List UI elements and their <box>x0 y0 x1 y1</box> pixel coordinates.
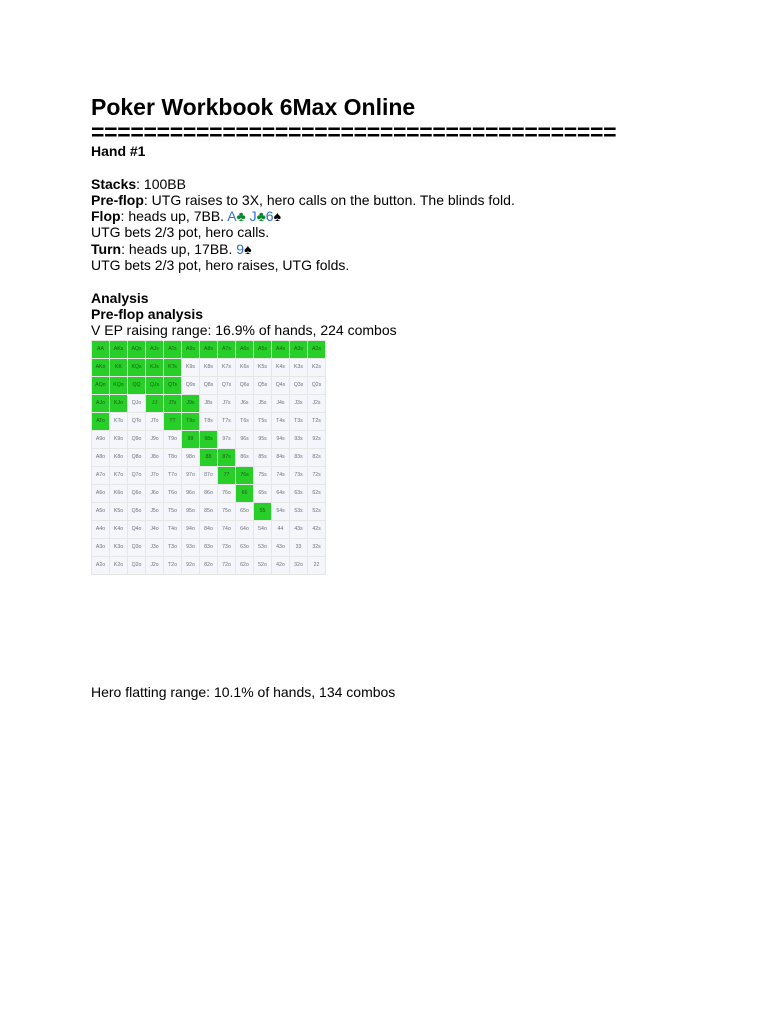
range-cell-94s: 94s <box>272 430 290 448</box>
club-suit-icon: ♣ <box>236 208 246 225</box>
range-cell-Q2s: Q2s <box>308 376 326 394</box>
range-cell-86s: 86s <box>236 448 254 466</box>
range-cell-K3o: K3o <box>110 538 128 556</box>
range-grid-row <box>92 448 326 466</box>
preflop-line <box>91 192 691 208</box>
range-cell-95o: 95o <box>182 502 200 520</box>
range-cell-87s: 87s <box>218 448 236 466</box>
range-cell-AQs: AQs <box>128 340 146 358</box>
range-cell-Q8s: Q8s <box>200 376 218 394</box>
range-cell-42o: 42o <box>272 556 290 574</box>
range-cell-KQs: KQs <box>128 358 146 376</box>
range-cell-J8s: J8s <box>200 394 218 412</box>
turn-value: : heads up, 17BB. <box>121 240 237 257</box>
range-cell-85s: 85s <box>254 448 272 466</box>
range-cell-J7s: J7s <box>218 394 236 412</box>
range-cell-JTo: JTo <box>146 412 164 430</box>
range-cell-A6o: A6o <box>92 484 110 502</box>
range-cell-77: 77 <box>218 466 236 484</box>
turn-action: UTG bets 2/3 pot, hero raises, UTG folds. <box>91 257 350 274</box>
range-cell-74o: 74o <box>218 520 236 538</box>
range-cell-AJo: AJo <box>92 394 110 412</box>
turn-line <box>91 241 691 257</box>
range-cell-T3o: T3o <box>164 538 182 556</box>
range-cell-94o: 94o <box>182 520 200 538</box>
range-cell-97o: 97o <box>182 466 200 484</box>
range-cell-Q4o: Q4o <box>128 520 146 538</box>
range-cell-T5s: T5s <box>254 412 272 430</box>
range-cell-KK: KK <box>110 358 128 376</box>
range-cell-K7s: K7s <box>218 358 236 376</box>
range-cell-K5o: K5o <box>110 502 128 520</box>
villain-range-grid <box>91 340 326 575</box>
range-cell-96s: 96s <box>236 430 254 448</box>
range-cell-J8o: J8o <box>146 448 164 466</box>
range-cell-83s: 83s <box>290 448 308 466</box>
range-cell-T5o: T5o <box>164 502 182 520</box>
range-cell-98s: 98s <box>200 430 218 448</box>
club-suit-icon: ♣ <box>256 208 266 225</box>
range-cell-64o: 64o <box>236 520 254 538</box>
range-cell-92s: 92s <box>308 430 326 448</box>
range-cell-99: 99 <box>182 430 200 448</box>
range-cell-J6o: J6o <box>146 484 164 502</box>
range-cell-86o: 86o <box>200 484 218 502</box>
range-cell-K2s: K2s <box>308 358 326 376</box>
range-cell-22: 22 <box>308 556 326 574</box>
range-cell-97s: 97s <box>218 430 236 448</box>
range-cell-Q5o: Q5o <box>128 502 146 520</box>
preflop-analysis-heading: Pre-flop analysis <box>91 305 204 322</box>
range-cell-63o: 63o <box>236 538 254 556</box>
range-cell-A9s: A9s <box>182 340 200 358</box>
range-grid-row <box>92 502 326 520</box>
range-cell-T2o: T2o <box>164 556 182 574</box>
range-cell-JTs: JTs <box>164 394 182 412</box>
range-cell-87o: 87o <box>200 466 218 484</box>
spade-suit-icon: ♠ <box>244 240 252 257</box>
range-cell-K2o: K2o <box>110 556 128 574</box>
range-cell-65o: 65o <box>236 502 254 520</box>
range-cell-A2s: A2s <box>308 340 326 358</box>
range-cell-76o: 76o <box>218 484 236 502</box>
range-cell-65s: 65s <box>254 484 272 502</box>
range-grid-row <box>92 394 326 412</box>
range-cell-AQo: AQo <box>92 376 110 394</box>
page-title: Poker Workbook 6Max Online <box>91 94 416 120</box>
spacer <box>91 159 691 175</box>
range-cell-ATo: ATo <box>92 412 110 430</box>
range-cell-44: 44 <box>272 520 290 538</box>
range-cell-43o: 43o <box>272 538 290 556</box>
range-grid-row <box>92 538 326 556</box>
range-cell-85o: 85o <box>200 502 218 520</box>
range-cell-J7o: J7o <box>146 466 164 484</box>
range-cell-53o: 53o <box>254 538 272 556</box>
range-cell-Q4s: Q4s <box>272 376 290 394</box>
range-cell-A7s: A7s <box>218 340 236 358</box>
range-cell-K9o: K9o <box>110 430 128 448</box>
range-cell-54s: 54s <box>272 502 290 520</box>
range-cell-T4o: T4o <box>164 520 182 538</box>
range-cell-72o: 72o <box>218 556 236 574</box>
range-cell-J4o: J4o <box>146 520 164 538</box>
range-grid-row <box>92 340 326 358</box>
range-cell-52o: 52o <box>254 556 272 574</box>
range-cell-K5s: K5s <box>254 358 272 376</box>
range-cell-T4s: T4s <box>272 412 290 430</box>
villain-range-text: V EP raising range: 16.9% of hands, 224 combos <box>91 322 397 339</box>
range-cell-T6s: T6s <box>236 412 254 430</box>
range-cell-T8o: T8o <box>164 448 182 466</box>
range-cell-A6s: A6s <box>236 340 254 358</box>
range-cell-84o: 84o <box>200 520 218 538</box>
turn-label: Turn <box>91 240 122 257</box>
range-cell-AJs: AJs <box>146 340 164 358</box>
analysis-heading: Analysis <box>91 289 149 306</box>
flop-value: : heads up, 7BB. <box>120 208 228 225</box>
range-cell-32s: 32s <box>308 538 326 556</box>
range-cell-A8s: A8s <box>200 340 218 358</box>
range-cell-QQ: QQ <box>128 376 146 394</box>
range-cell-Q5s: Q5s <box>254 376 272 394</box>
workbook-page <box>91 93 691 575</box>
range-cell-K8s: K8s <box>200 358 218 376</box>
range-cell-63s: 63s <box>290 484 308 502</box>
range-cell-J4s: J4s <box>272 394 290 412</box>
turn-card-rank: 9 <box>236 240 245 257</box>
range-cell-53s: 53s <box>290 502 308 520</box>
preflop-value: : UTG raises to 3X, hero calls on the button. The blinds fold. <box>143 191 515 208</box>
range-cell-T3s: T3s <box>290 412 308 430</box>
range-cell-73o: 73o <box>218 538 236 556</box>
range-cell-75o: 75o <box>218 502 236 520</box>
range-cell-76s: 76s <box>236 466 254 484</box>
range-cell-82o: 82o <box>200 556 218 574</box>
range-cell-62o: 62o <box>236 556 254 574</box>
range-cell-K9s: K9s <box>182 358 200 376</box>
range-cell-AKo: AKo <box>92 358 110 376</box>
range-cell-A3s: A3s <box>290 340 308 358</box>
range-cell-84s: 84s <box>272 448 290 466</box>
range-cell-55: 55 <box>254 502 272 520</box>
range-cell-J9o: J9o <box>146 430 164 448</box>
spade-suit-icon: ♠ <box>273 208 282 225</box>
range-cell-K4s: K4s <box>272 358 290 376</box>
range-cell-Q7o: Q7o <box>128 466 146 484</box>
range-cell-A4s: A4s <box>272 340 290 358</box>
stacks-value: : 100BB <box>136 175 186 192</box>
range-cell-QJo: QJo <box>128 394 146 412</box>
flop-card-rank: J <box>249 208 257 225</box>
range-cell-32o: 32o <box>290 556 308 574</box>
range-cell-TT: TT <box>164 412 182 430</box>
hero-range-text: Hero flatting range: 10.1% of hands, 134 combos <box>91 684 396 700</box>
range-cell-ATs: ATs <box>164 340 182 358</box>
range-cell-54o: 54o <box>254 520 272 538</box>
range-cell-AA: AA <box>92 340 110 358</box>
range-grid-row <box>92 430 326 448</box>
spacer <box>91 273 691 289</box>
range-cell-T7s: T7s <box>218 412 236 430</box>
range-cell-A5s: A5s <box>254 340 272 358</box>
flop-card-rank: 6 <box>265 208 274 225</box>
range-cell-Q7s: Q7s <box>218 376 236 394</box>
range-cell-95s: 95s <box>254 430 272 448</box>
range-cell-93o: 93o <box>182 538 200 556</box>
flop-action: UTG bets 2/3 pot, hero calls. <box>91 224 270 241</box>
range-cell-66: 66 <box>236 484 254 502</box>
range-cell-62s: 62s <box>308 484 326 502</box>
range-cell-JJ: JJ <box>146 394 164 412</box>
range-cell-AKs: AKs <box>110 340 128 358</box>
range-grid-row <box>92 520 326 538</box>
range-cell-Q2o: Q2o <box>128 556 146 574</box>
range-cell-QJs: QJs <box>146 376 164 394</box>
range-cell-KTo: KTo <box>110 412 128 430</box>
range-cell-Q6s: Q6s <box>236 376 254 394</box>
stacks-line <box>91 176 691 192</box>
range-cell-A7o: A7o <box>92 466 110 484</box>
range-cell-75s: 75s <box>254 466 272 484</box>
range-grid-row <box>92 358 326 376</box>
range-cell-T7o: T7o <box>164 466 182 484</box>
range-cell-Q8o: Q8o <box>128 448 146 466</box>
range-cell-J5o: J5o <box>146 502 164 520</box>
range-cell-Q9s: Q9s <box>182 376 200 394</box>
range-cell-52s: 52s <box>308 502 326 520</box>
range-cell-KJo: KJo <box>110 394 128 412</box>
preflop-label: Pre-flop <box>91 191 144 208</box>
range-cell-43s: 43s <box>290 520 308 538</box>
range-cell-A8o: A8o <box>92 448 110 466</box>
range-cell-64s: 64s <box>272 484 290 502</box>
range-cell-J3s: J3s <box>290 394 308 412</box>
range-cell-KJs: KJs <box>146 358 164 376</box>
range-cell-88: 88 <box>200 448 218 466</box>
range-cell-A5o: A5o <box>92 502 110 520</box>
range-cell-QTs: QTs <box>164 376 182 394</box>
range-cell-T9s: T9s <box>182 412 200 430</box>
range-cell-A3o: A3o <box>92 538 110 556</box>
range-cell-J5s: J5s <box>254 394 272 412</box>
range-grid-row <box>92 484 326 502</box>
range-cell-J3o: J3o <box>146 538 164 556</box>
range-cell-J9s: J9s <box>182 394 200 412</box>
flop-label: Flop <box>91 208 121 225</box>
flop-card-rank: A <box>227 208 237 225</box>
range-cell-T2s: T2s <box>308 412 326 430</box>
range-cell-K4o: K4o <box>110 520 128 538</box>
range-grid-row <box>92 556 326 574</box>
range-cell-73s: 73s <box>290 466 308 484</box>
range-cell-42s: 42s <box>308 520 326 538</box>
range-cell-T9o: T9o <box>164 430 182 448</box>
range-cell-KTs: KTs <box>164 358 182 376</box>
range-cell-KQo: KQo <box>110 376 128 394</box>
range-cell-82s: 82s <box>308 448 326 466</box>
range-cell-QTo: QTo <box>128 412 146 430</box>
range-cell-96o: 96o <box>182 484 200 502</box>
range-cell-93s: 93s <box>290 430 308 448</box>
range-grid-row <box>92 376 326 394</box>
range-cell-Q3o: Q3o <box>128 538 146 556</box>
title-divider: ======================================== <box>91 121 617 143</box>
range-cell-A9o: A9o <box>92 430 110 448</box>
range-cell-72s: 72s <box>308 466 326 484</box>
range-cell-K7o: K7o <box>110 466 128 484</box>
flop-line <box>91 208 691 224</box>
range-cell-92o: 92o <box>182 556 200 574</box>
range-cell-74s: 74s <box>272 466 290 484</box>
range-cell-J2s: J2s <box>308 394 326 412</box>
hand-number: Hand #1 <box>91 143 146 159</box>
range-cell-J6s: J6s <box>236 394 254 412</box>
flop-cards <box>227 208 281 224</box>
range-grid-row <box>92 466 326 484</box>
range-cell-A2o: A2o <box>92 556 110 574</box>
range-cell-33: 33 <box>290 538 308 556</box>
range-cell-K6o: K6o <box>110 484 128 502</box>
range-cell-K3s: K3s <box>290 358 308 376</box>
range-cell-83o: 83o <box>200 538 218 556</box>
range-cell-K6s: K6s <box>236 358 254 376</box>
range-cell-K8o: K8o <box>110 448 128 466</box>
range-cell-Q9o: Q9o <box>128 430 146 448</box>
range-grid-row <box>92 412 326 430</box>
range-cell-J2o: J2o <box>146 556 164 574</box>
range-cell-Q3s: Q3s <box>290 376 308 394</box>
range-cell-T6o: T6o <box>164 484 182 502</box>
range-cell-T8s: T8s <box>200 412 218 430</box>
range-cell-Q6o: Q6o <box>128 484 146 502</box>
range-cell-A4o: A4o <box>92 520 110 538</box>
range-cell-98o: 98o <box>182 448 200 466</box>
stacks-label: Stacks <box>91 175 137 192</box>
